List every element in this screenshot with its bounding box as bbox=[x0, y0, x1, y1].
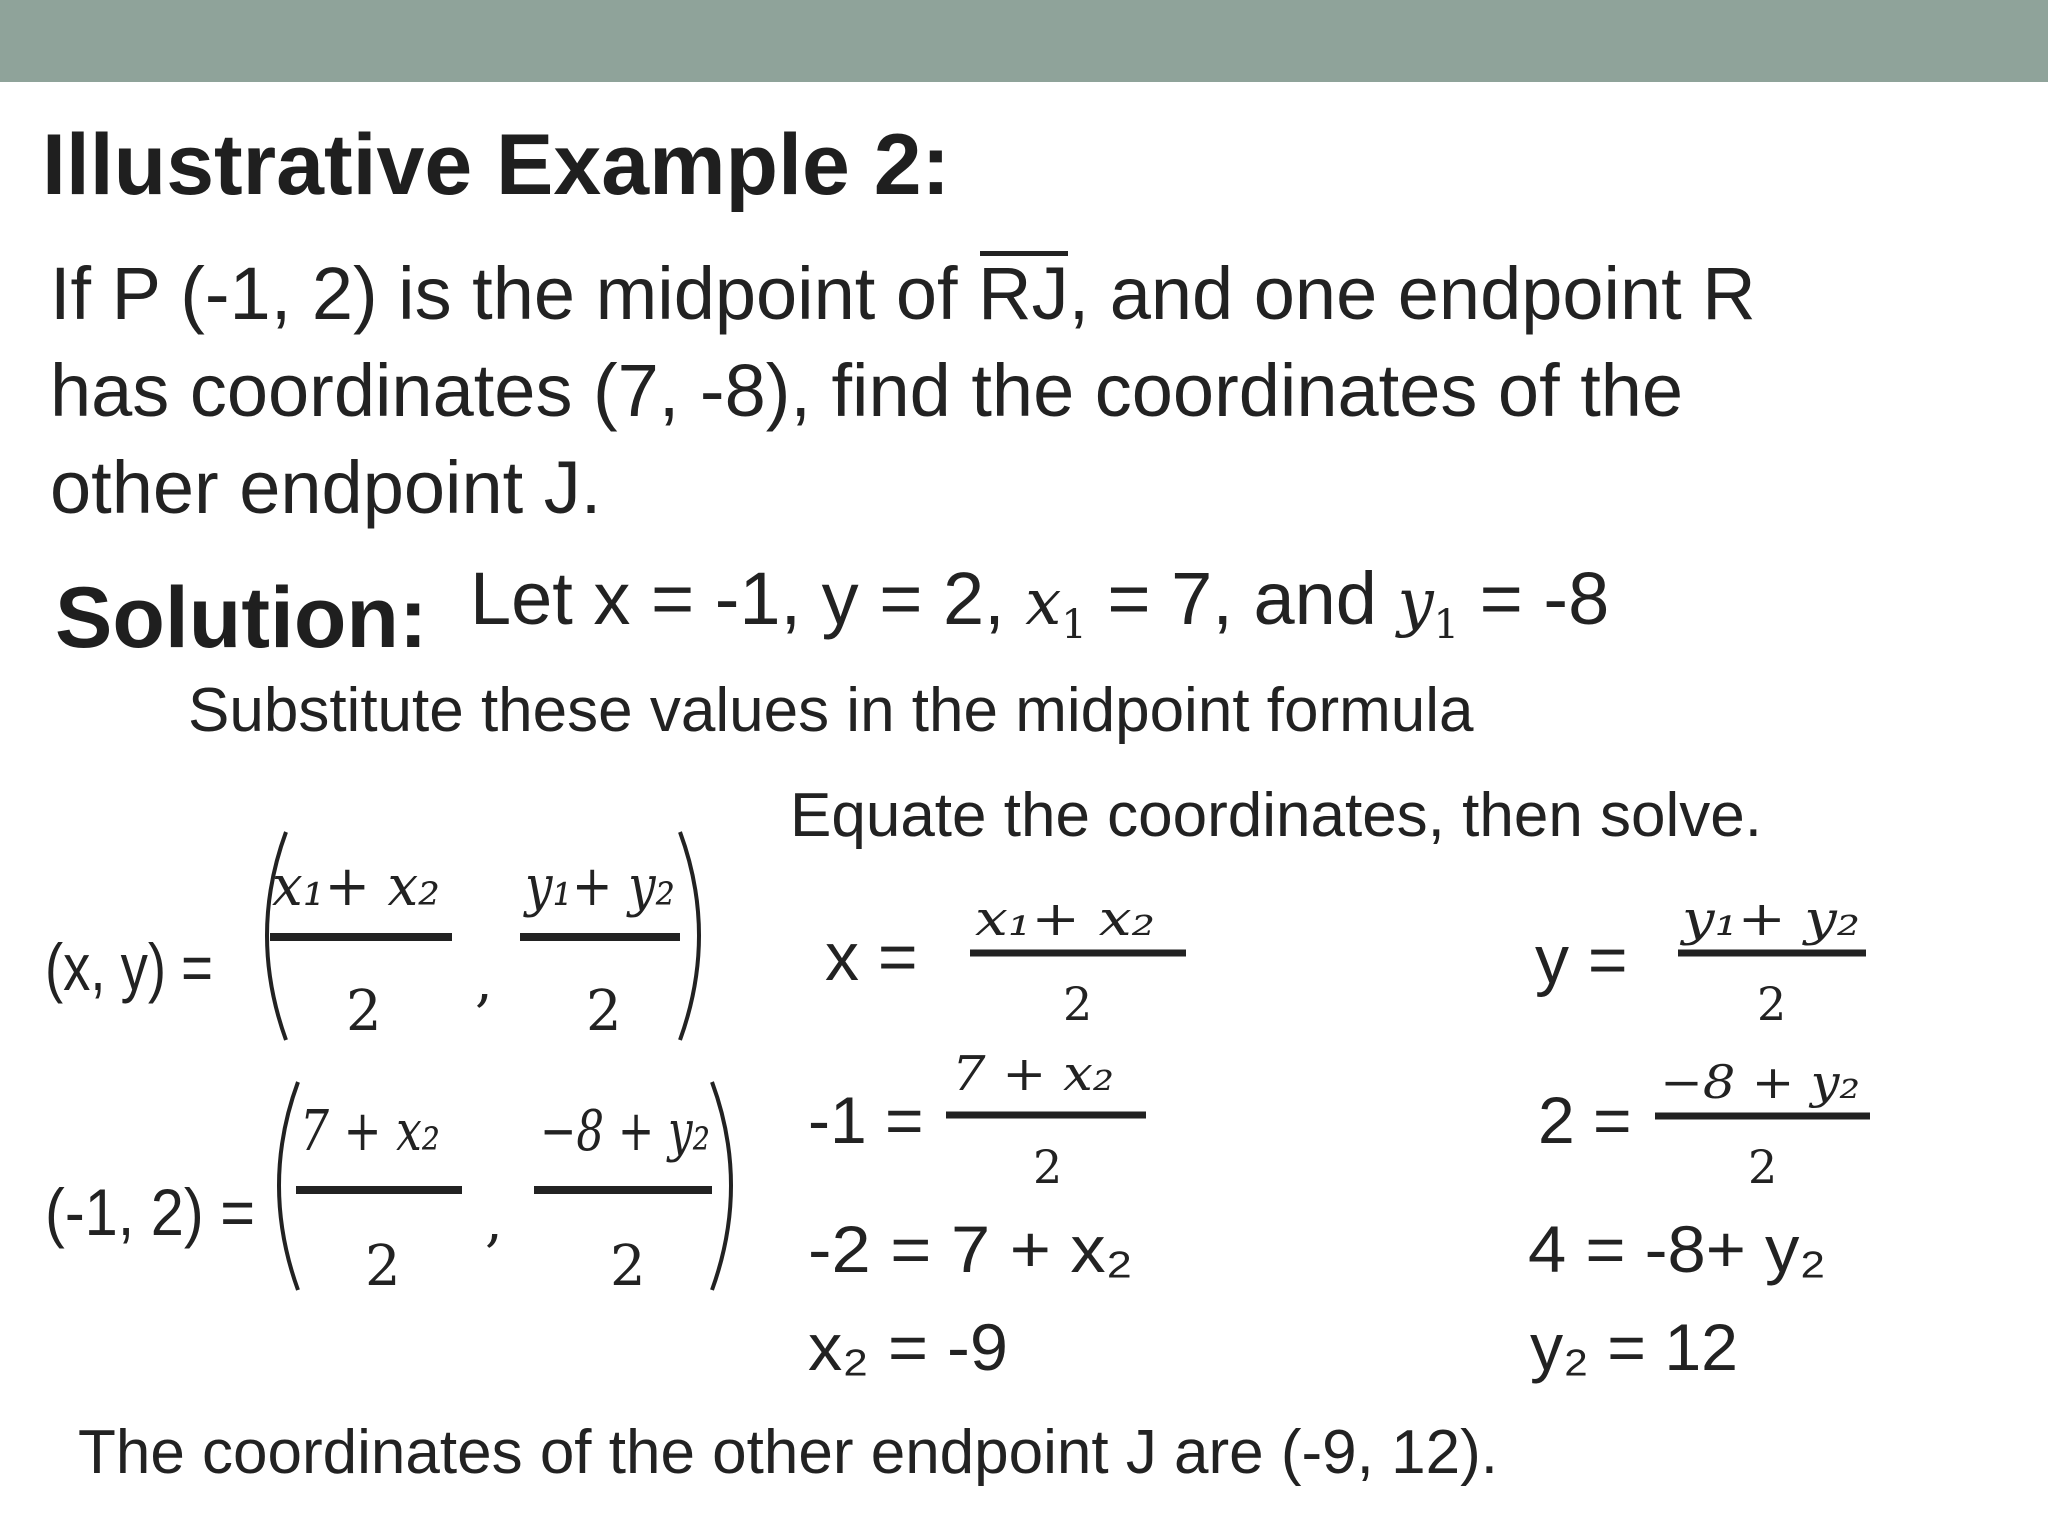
x1-subscript: 1 bbox=[1061, 602, 1087, 648]
x-result: x₂ = -9 bbox=[808, 1310, 1008, 1384]
solution-label: Solution: bbox=[55, 570, 428, 666]
y-eq1-lhs: y = bbox=[1535, 922, 1628, 998]
x1-variable: x bbox=[1025, 566, 1062, 640]
given-values-part-1: Let x = -1, y = 2, bbox=[470, 557, 1026, 640]
substituted-formula bbox=[45, 1082, 731, 1299]
x-eq3: -2 = 7 + x₂ bbox=[808, 1212, 1133, 1286]
formula-y-numerator: y₁+ y₂ bbox=[522, 854, 675, 919]
midpoint-formula bbox=[45, 832, 699, 1044]
given-values-part-3: = -8 bbox=[1459, 557, 1610, 640]
equate-instruction: Equate the coordinates, then solve. bbox=[790, 781, 1762, 850]
formula-x-numerator: x₁+ x₂ bbox=[272, 854, 440, 919]
problem-line-3: other endpoint J. bbox=[50, 446, 602, 529]
substituted-right-paren bbox=[712, 1082, 731, 1290]
substituted-lhs: (-1, 2) = bbox=[45, 1175, 255, 1249]
substituted-y-denominator: 2 bbox=[610, 1234, 646, 1299]
y-result: y₂ = 12 bbox=[1530, 1310, 1738, 1384]
x-eq2-lhs: -1 = bbox=[808, 1083, 924, 1157]
y-coordinate-solution bbox=[1528, 891, 1870, 1384]
substituted-x-numerator: 7 + x₂ bbox=[300, 1099, 440, 1164]
given-values-part-2: = 7, and bbox=[1086, 557, 1398, 640]
y1-subscript: 1 bbox=[1433, 602, 1460, 648]
x-eq1-lhs: x = bbox=[825, 919, 918, 995]
formula-right-paren bbox=[680, 832, 699, 1040]
x-eq1-numerator: x₁+ x₂ bbox=[975, 891, 1155, 947]
substitute-instruction: Substitute these values in the midpoint formula bbox=[188, 676, 1474, 745]
y-eq2-numerator: −8 + y₂ bbox=[1660, 1055, 1860, 1109]
substituted-comma: , bbox=[485, 1189, 503, 1254]
substituted-x-denominator: 2 bbox=[365, 1234, 401, 1299]
substituted-left-paren bbox=[279, 1082, 298, 1290]
y-eq1-denominator: 2 bbox=[1757, 977, 1787, 1031]
problem-line-1-end: , and one endpoint R bbox=[1068, 252, 1756, 335]
slide-title: Illustrative Example 2: bbox=[42, 117, 951, 213]
x-eq2-numerator: 7 + x₂ bbox=[952, 1046, 1114, 1102]
conclusion-text: The coordinates of the other endpoint J are (-9, 12). bbox=[78, 1418, 1498, 1487]
problem-line-1-start: If P (-1, 2) is the midpoint of bbox=[50, 252, 979, 335]
problem-line-2: has coordinates (7, -8), find the coordinates of the bbox=[50, 349, 1684, 432]
formula-x-denominator: 2 bbox=[346, 979, 382, 1044]
y-eq3: 4 = -8+ y₂ bbox=[1528, 1212, 1826, 1286]
formula-lhs: (x, y) = bbox=[45, 930, 213, 1004]
substituted-y-numerator: −8 + y₂ bbox=[540, 1099, 710, 1164]
y-eq2-lhs: 2 = bbox=[1538, 1083, 1632, 1157]
x-eq1-denominator: 2 bbox=[1063, 977, 1093, 1031]
y-eq1-numerator: y₁+ y₂ bbox=[1679, 891, 1860, 947]
x-coordinate-solution bbox=[808, 891, 1186, 1384]
x-eq2-denominator: 2 bbox=[1033, 1140, 1063, 1194]
formula-comma: , bbox=[475, 949, 493, 1014]
y-eq2-denominator: 2 bbox=[1748, 1140, 1778, 1194]
formula-y-denominator: 2 bbox=[586, 979, 622, 1044]
y1-variable: y bbox=[1397, 566, 1434, 640]
segment-rj: RJ bbox=[978, 245, 1068, 342]
